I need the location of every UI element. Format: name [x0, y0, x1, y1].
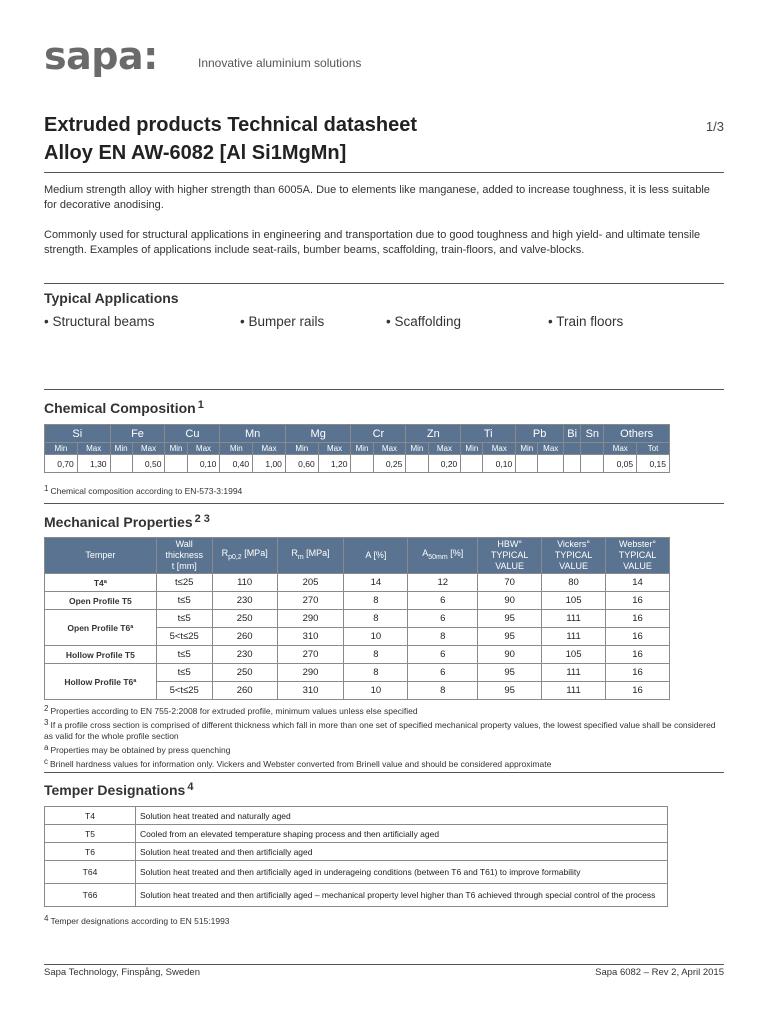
footnote [44, 703, 724, 717]
element-ti: Ti [461, 425, 516, 443]
cell: t≤5 [156, 664, 212, 682]
table-row [45, 592, 670, 610]
table-row [45, 807, 668, 825]
temper-code: T6 [45, 843, 136, 861]
chemical-heading [44, 399, 204, 416]
chem-value [165, 455, 187, 473]
cell: t≤25 [156, 574, 212, 592]
cell: 5<t≤25 [156, 682, 212, 700]
cell: 16 [606, 592, 670, 610]
cell: 8 [344, 592, 408, 610]
divider [44, 283, 724, 284]
divider [44, 503, 724, 504]
table-row [45, 610, 670, 628]
table-row [45, 825, 668, 843]
application-item: • Scaffolding [386, 314, 462, 329]
col-rm [277, 538, 344, 574]
cell: 10 [344, 628, 408, 646]
application-item: • Train floors [548, 314, 624, 329]
max-label: Max [318, 443, 351, 455]
cell: 290 [277, 664, 344, 682]
chem-value [406, 455, 428, 473]
chem-value: 0,50 [132, 455, 165, 473]
temper-code: T66 [45, 884, 136, 907]
temper-heading [44, 781, 193, 798]
chem-value [351, 455, 373, 473]
min-label: Min [110, 443, 132, 455]
footnote-text: Properties may be obtained by press quenching [50, 745, 231, 755]
max-label: Max [77, 443, 110, 455]
cell: 16 [606, 646, 670, 664]
cell: 95 [478, 664, 542, 682]
cell: 16 [606, 682, 670, 700]
element-mg: Mg [285, 425, 351, 443]
min-label: Min [516, 443, 538, 455]
mechanical-heading-sup: 2 3 [194, 513, 210, 525]
cell: 111 [542, 664, 606, 682]
cell: t≤5 [156, 646, 212, 664]
sapa-logo: sapa: [44, 34, 158, 78]
table-row [45, 884, 668, 907]
temper-heading-sup: 4 [187, 781, 194, 793]
cell: 95 [478, 628, 542, 646]
cell: 105 [542, 592, 606, 610]
cell: 95 [478, 682, 542, 700]
min-label: Min [351, 443, 373, 455]
footnote-text: Brinell hardness values for information only. Vickers and Webster converted from Brinell value and should be considered approximate [50, 759, 552, 769]
footnote-marker: 1 [44, 484, 49, 493]
element-cu: Cu [165, 425, 220, 443]
col-a50 [408, 538, 478, 574]
divider [44, 389, 724, 390]
footnote-text: If a profile cross section is comprised of different thickness which fall in more than one set of specified mechanical property values, the lowest specified value shall be considered as valid for the whole profile section [44, 720, 716, 741]
cell: 230 [212, 646, 277, 664]
tot-label: Tot [637, 443, 670, 455]
element-fe: Fe [110, 425, 165, 443]
cell: 270 [277, 646, 344, 664]
divider [44, 172, 724, 173]
table-row [45, 861, 668, 884]
col-rp02 [212, 538, 277, 574]
cell: 6 [408, 646, 478, 664]
footnote [44, 756, 724, 770]
tagline: Innovative aluminium solutions [198, 56, 362, 70]
col-hbw-c: VALUE [495, 561, 525, 571]
table-row [45, 664, 670, 682]
col-hbw [478, 538, 542, 574]
col-rp-sub: p0,2 [228, 553, 242, 561]
col-hbw-a: HBW° [497, 539, 522, 549]
col-wall-c: t [mm] [171, 561, 197, 571]
footnote-text: Temper designations according to EN 515:1993 [50, 916, 230, 926]
min-label: Min [45, 443, 78, 455]
max-label: Max [253, 443, 286, 455]
temper-cell: T4ª [45, 574, 157, 592]
temper-cell: Open Profile T5 [45, 592, 157, 610]
temper-cell: Hollow Profile T5 [45, 646, 157, 664]
applications-heading: Typical Applications [44, 290, 179, 306]
cell: 8 [344, 610, 408, 628]
footnote-text: Properties according to EN 755-2:2008 for extruded profile, minimum values unless else specified [50, 706, 418, 716]
col-vick-a: Vickers° [557, 539, 591, 549]
footnote-marker: c [44, 757, 48, 766]
cell: 105 [542, 646, 606, 664]
cell: 16 [606, 664, 670, 682]
temper-code: T5 [45, 825, 136, 843]
temper-footnote [44, 913, 724, 927]
cell: t≤5 [156, 592, 212, 610]
element-mn: Mn [220, 425, 286, 443]
cell: 250 [212, 664, 277, 682]
cell: 8 [344, 646, 408, 664]
col-temper: Temper [45, 538, 157, 574]
chem-value: 0,10 [187, 455, 220, 473]
temper-description: Solution heat treated and then artificially aged in underageing conditions (between T6 and T61) to improve formability [136, 861, 668, 884]
chem-value: 1,30 [77, 455, 110, 473]
cell: 260 [212, 628, 277, 646]
chem-value: 1,00 [253, 455, 286, 473]
temper-description: Solution heat treated and naturally aged [136, 807, 668, 825]
application-item: • Structural beams [44, 314, 155, 329]
col-rp-a: R [221, 548, 229, 559]
cell: 70 [478, 574, 542, 592]
min-label: Min [220, 443, 253, 455]
intro-paragraph-2: Commonly used for structural applications in engineering and transportation due to good toughness and high yield- and ultimate tensile strength. Examples of applications include seat-rails, bumber beams, scaffolding, train-floors, and valve-blocks. [44, 229, 701, 256]
footnote-marker: a [44, 743, 49, 752]
col-vick-c: VALUE [559, 561, 588, 571]
chemical-footnote [44, 483, 724, 497]
cell: 8 [344, 664, 408, 682]
footnote [44, 717, 724, 742]
temper-code: T64 [45, 861, 136, 884]
col-a50-b: [%] [447, 548, 464, 559]
chem-value: 0,05 [604, 455, 637, 473]
chem-value [516, 455, 538, 473]
max-label: Max [483, 443, 516, 455]
cell: 14 [344, 574, 408, 592]
col-rp-b: [MPa] [241, 548, 268, 559]
max-label: Max [428, 443, 461, 455]
element-bi: Bi [564, 425, 581, 443]
mechanical-heading [44, 513, 210, 530]
chem-value [538, 455, 564, 473]
max-label: Max [373, 443, 406, 455]
cell: 310 [277, 628, 344, 646]
cell: 10 [344, 682, 408, 700]
cell: 230 [212, 592, 277, 610]
footnote-marker: 4 [44, 914, 49, 923]
cell: 16 [606, 628, 670, 646]
chem-value: 0,20 [428, 455, 461, 473]
min-label: Min [406, 443, 428, 455]
cell: 90 [478, 646, 542, 664]
col-rm-a: R [291, 548, 298, 559]
col-hbw-b: TYPICAL [490, 550, 529, 560]
cell: 12 [408, 574, 478, 592]
mechanical-properties-table [44, 537, 670, 700]
temper-description: Cooled from an elevated temperature shaping process and then artificially aged [136, 825, 668, 843]
min-label: Min [285, 443, 318, 455]
table-row [45, 843, 668, 861]
cell: 111 [542, 628, 606, 646]
col-wall-thickness [156, 538, 212, 574]
chem-value: 0,60 [285, 455, 318, 473]
page-title: Extruded products Technical datasheet [44, 114, 418, 136]
cell: 205 [277, 574, 344, 592]
min-label: Min [461, 443, 483, 455]
chem-value: 0,10 [483, 455, 516, 473]
cell: 310 [277, 682, 344, 700]
col-vick-b: TYPICAL [554, 550, 593, 560]
col-web-b: TYPICAL [618, 550, 657, 560]
footnote-text: Chemical composition according to EN-573-3:1994 [50, 486, 243, 496]
chemical-values-row [45, 455, 670, 473]
footnote [44, 742, 724, 756]
chem-value: 0,40 [220, 455, 253, 473]
page-number: 1/3 [705, 119, 724, 134]
chem-value [581, 455, 604, 473]
col-a50-sub: 50mm [428, 553, 448, 561]
element-others: Others [604, 425, 670, 443]
col-rm-b: [MPa] [303, 548, 330, 559]
max-label: Max [132, 443, 165, 455]
element-si: Si [45, 425, 111, 443]
temper-cell: Open Profile T6ª [45, 610, 157, 646]
chem-value: 0,70 [45, 455, 78, 473]
chem-value: 1,20 [318, 455, 351, 473]
cell: 5<t≤25 [156, 628, 212, 646]
intro-paragraph-1: Medium strength alloy with higher strength than 6005A. Due to elements like manganese, added to increase toughness, it is less suitable for decorative anodising. [44, 184, 710, 211]
max-label: Max [187, 443, 220, 455]
element-pb: Pb [516, 425, 564, 443]
temper-description: Solution heat treated and then artificially aged [136, 843, 668, 861]
chemical-element-row [45, 425, 670, 443]
cell: 110 [212, 574, 277, 592]
alloy-title: Alloy EN AW-6082 [Al Si1MgMn] [44, 142, 347, 164]
cell: 260 [212, 682, 277, 700]
divider [44, 964, 724, 965]
col-wall-b: thickness [165, 550, 203, 560]
cell: 80 [542, 574, 606, 592]
cell: 250 [212, 610, 277, 628]
element-sn: Sn [581, 425, 604, 443]
element-zn: Zn [406, 425, 461, 443]
cell: 8 [408, 628, 478, 646]
chemical-minmax-row [45, 443, 670, 455]
table-row [45, 646, 670, 664]
temper-description: Solution heat treated and then artificially aged – mechanical property level higher than T6 achieved through special control of the process [136, 884, 668, 907]
col-a50-a: A [422, 548, 429, 559]
mechanical-header-row [45, 538, 670, 574]
mechanical-heading-text: Mechanical Properties [44, 514, 193, 530]
footer-revision: Sapa 6082 – Rev 2, April 2015 [595, 967, 724, 978]
col-webster [606, 538, 670, 574]
cell: 6 [408, 610, 478, 628]
col-rm-sub: m [297, 553, 304, 561]
col-web-c: VALUE [623, 561, 652, 571]
cell: 14 [606, 574, 670, 592]
cell: 90 [478, 592, 542, 610]
application-item: • Bumper rails [240, 314, 325, 329]
table-row [45, 574, 670, 592]
temper-designations-table [44, 806, 668, 907]
cell: 290 [277, 610, 344, 628]
cell: 111 [542, 682, 606, 700]
max-label: Max [538, 443, 564, 455]
chem-value: 0,15 [637, 455, 670, 473]
chem-value [110, 455, 132, 473]
bi-cell [564, 443, 581, 455]
element-cr: Cr [351, 425, 406, 443]
col-a: A [%] [344, 538, 408, 574]
cell: 95 [478, 610, 542, 628]
footnote-marker: 2 [44, 704, 49, 713]
chem-value [564, 455, 581, 473]
cell: t≤5 [156, 610, 212, 628]
footer-company: Sapa Technology, Finspång, Sweden [44, 967, 200, 978]
temper-code: T4 [45, 807, 136, 825]
cell: 6 [408, 592, 478, 610]
temper-heading-text: Temper Designations [44, 782, 186, 798]
col-vickers [542, 538, 606, 574]
chemical-heading-text: Chemical Composition [44, 400, 196, 416]
cell: 8 [408, 682, 478, 700]
chem-value [461, 455, 483, 473]
sn-cell [581, 443, 604, 455]
cell: 16 [606, 610, 670, 628]
chemical-composition-table [44, 424, 670, 473]
temper-cell: Hollow Profile T6ª [45, 664, 157, 700]
cell: 111 [542, 610, 606, 628]
cell: 270 [277, 592, 344, 610]
mechanical-footnotes [44, 703, 724, 770]
max-label: Max [604, 443, 637, 455]
min-label: Min [165, 443, 187, 455]
col-wall-a: Wall [175, 539, 193, 549]
cell: 6 [408, 664, 478, 682]
col-web-a: Webster° [619, 539, 656, 549]
chemical-heading-sup: 1 [197, 399, 204, 411]
footnote-marker: 3 [44, 718, 49, 727]
divider [44, 772, 724, 773]
chem-value: 0,25 [373, 455, 406, 473]
